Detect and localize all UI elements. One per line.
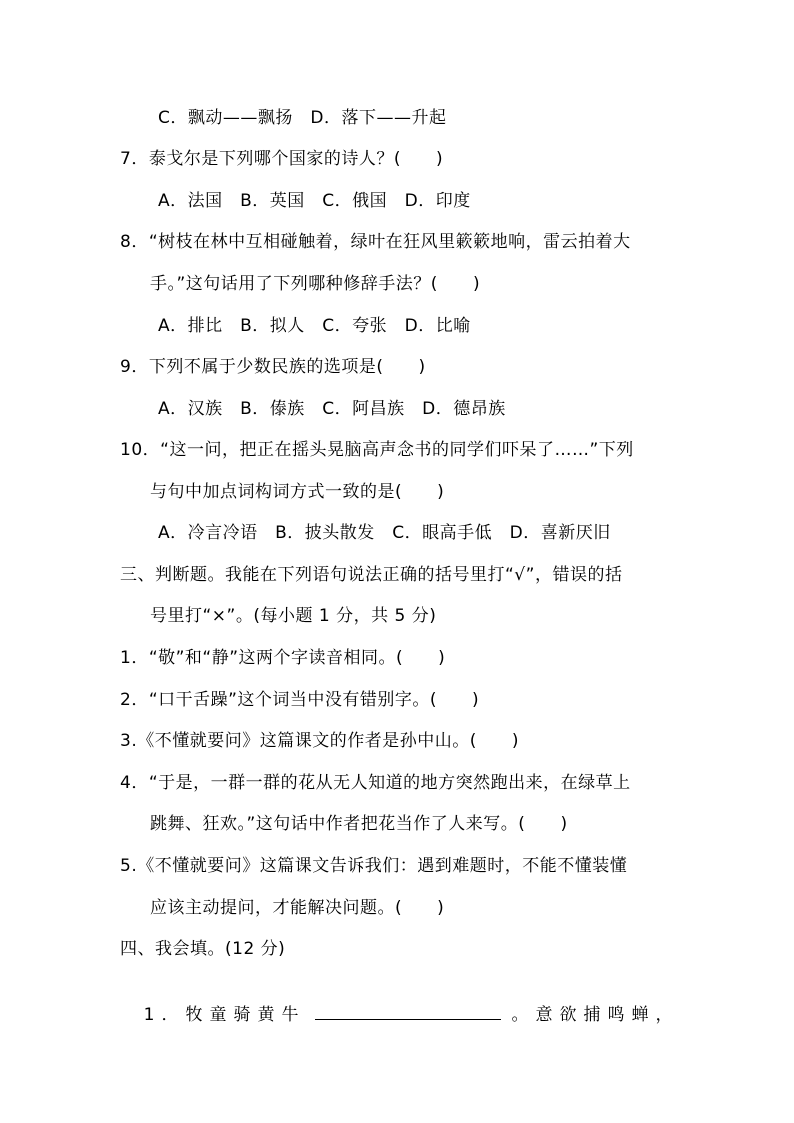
judge-item-1: 1．“敬”和“静”这两个字读音相同。( ) — [120, 648, 446, 668]
fill-item-1 — [120, 979, 679, 1051]
q9-options: A．汉族 B．傣族 C．阿昌族 D．德昂族 — [158, 399, 506, 419]
judge-item-4-line1: 4．“于是，一群一群的花从无人知道的地方突然跑出来，在绿草上 — [120, 773, 631, 793]
q10-options: A．冷言冷语 B．披头散发 C．眼高手低 D．喜新厌旧 — [158, 523, 611, 543]
fill-item-1-before: 1．牧童骑黄牛 — [143, 1005, 306, 1025]
q7-question: 7．泰戈尔是下列哪个国家的诗人？( ) — [120, 149, 444, 169]
section4-heading: 四、我会填。(12 分) — [120, 939, 286, 959]
judge-item-5-line1: 5.《不懂就要问》这篇课文告诉我们：遇到难题时，不能不懂装懂 — [120, 856, 628, 876]
section3-heading-line2: 号里打“×”。(每小题 1 分，共 5 分) — [150, 606, 437, 626]
q6-options-cd: C．飘动——飘扬 D．落下——升起 — [158, 108, 447, 128]
q10-question-line1: 10．“这一问，把正在摇头晃脑高声念书的同学们吓呆了……”下列 — [120, 440, 634, 460]
judge-item-3: 3.《不懂就要问》这篇课文的作者是孙中山。( ) — [120, 731, 519, 751]
q7-options: A．法国 B．英国 C．俄国 D．印度 — [158, 191, 471, 211]
judge-item-4-line2: 跳舞、狂欢。”这句话中作者把花当作了人来写。( ) — [150, 814, 568, 834]
answer-blank[interactable] — [315, 1003, 501, 1020]
q8-question-line1: 8．“树枝在林中互相碰触着，绿叶在狂风里簌簌地响，雷云拍着大 — [120, 232, 631, 252]
fill-item-1-after: 。意欲捕鸣蝉， — [511, 1005, 680, 1025]
q8-question-line2: 手。”这句话用了下列哪种修辞手法？( ) — [150, 274, 481, 294]
q8-options: A．排比 B．拟人 C．夸张 D．比喻 — [158, 316, 471, 336]
section3-heading-line1: 三、判断题。我能在下列语句说法正确的括号里打“√”，错误的括 — [120, 565, 623, 585]
judge-item-5-line2: 应该主动提问，才能解决问题。( ) — [150, 898, 445, 918]
q10-question-line2: 与句中加点词构词方式一致的是( ) — [150, 482, 445, 502]
judge-item-2: 2．“口干舌躁”这个词当中没有错别字。( ) — [120, 690, 480, 710]
q9-question: 9．下列不属于少数民族的选项是( ) — [120, 357, 426, 377]
